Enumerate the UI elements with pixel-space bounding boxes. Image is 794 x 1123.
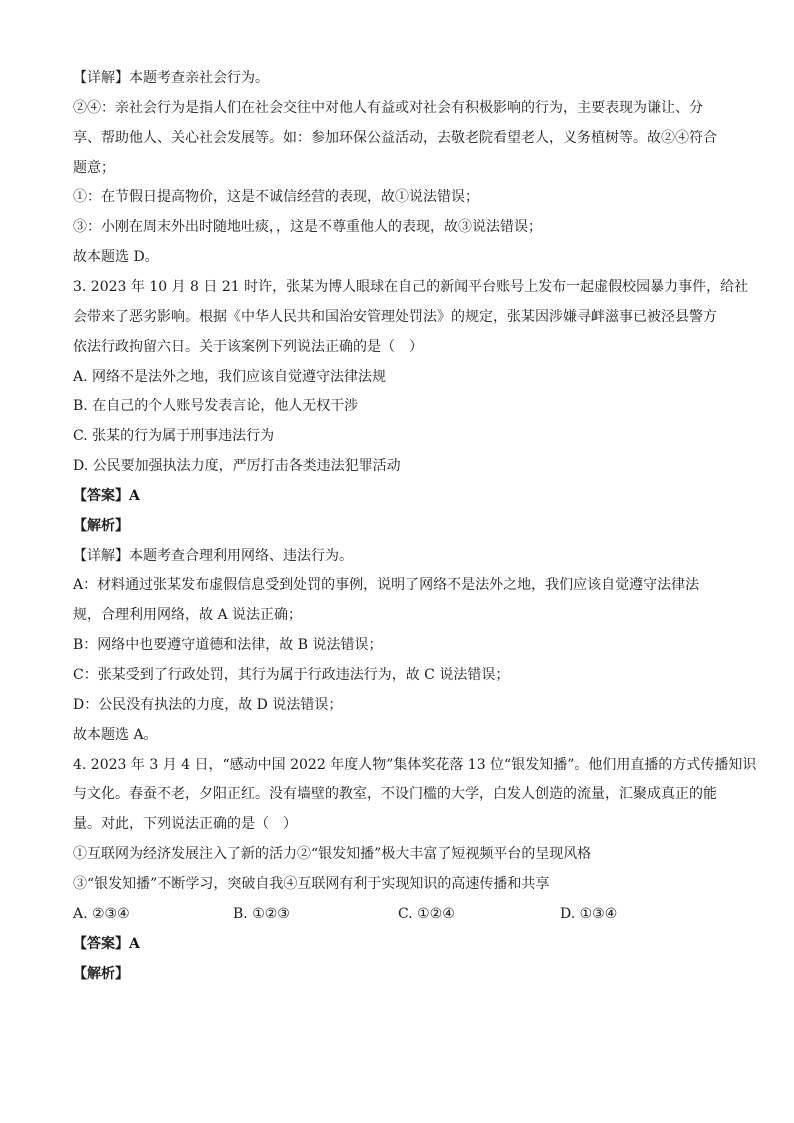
option-c: C. ①②④ (398, 906, 455, 922)
text-line: C. 张某的行为属于刑事违法行为 (73, 428, 275, 444)
text-line: 【答案】A (73, 936, 140, 952)
text-line: D：公民没有执法的力度，故 D 说法错误； (73, 697, 343, 713)
text-line: ①互联网为经济发展注入了新的活力②“银发知播”极大丰富了短视频平台的呈现风格 (73, 846, 592, 862)
text-line: ③：小刚在周末外出时随地吐痰，，这是不尊重他人的表现，故③说法错误； (73, 219, 542, 235)
text-line: ①：在节假日提高物价，这是不诚信经营的表现，故①说法错误； (73, 189, 479, 205)
answer-options-row (73, 904, 733, 924)
text-line: 会带来了恶劣影响。根据《中华人民共和国治安管理处罚法》的规定，张某因涉嫌寻衅滋事已被泾县警方 (73, 309, 717, 325)
text-line: B. 在自己的个人账号发表言论，他人无权干涉 (73, 398, 359, 414)
text-line: 【解析】 (73, 518, 129, 534)
text-line: 与文化。春蚕不老，夕阳正红。没有墙壁的教室，不设门槛的大学，白发人创造的流量，汇聚成真正的能 (73, 786, 717, 802)
text-line: 依法行政拘留六日。关于该案例下列说法正确的是（ ） (73, 339, 423, 355)
text-line: 【解析】 (73, 966, 129, 982)
text-line: C：张某受到了行政处罚，其行为属于行政违法行为，故 C 说法错误； (73, 667, 510, 683)
option-b: B. ①②③ (233, 906, 290, 922)
text-line: 量。对此，下列说法正确的是（ ） (73, 816, 297, 832)
text-line: 4. 2023 年 3 月 4 日，“感动中国 2022 年度人物”集体奖花落 13 位“银发知播”。他们用直播的方式传播知识 (73, 757, 757, 773)
text-line: 题意； (73, 160, 115, 176)
option-a: A. ②③④ (73, 906, 130, 922)
text-line: 享、帮助他人、关心社会发展等。如：参加环保公益活动，去敬老院看望老人，义务植树等。故②④符合 (73, 130, 717, 146)
text-line: 【详解】本题考查合理利用网络、违法行为。 (73, 548, 353, 564)
text-line: A：材料通过张某发布虚假信息受到处罚的事例，说明了网络不是法外之地，我们应该自觉遵守法律法 (73, 577, 700, 593)
option-d: D. ①③④ (560, 906, 618, 922)
text-line: ③“银发知播”不断学习，突破自我④互联网有利于实现知识的高速传播和共享 (73, 876, 550, 892)
text-line: D. 公民要加强执法力度，严厉打击各类违法犯罪活动 (73, 458, 401, 474)
text-line: 3. 2023 年 10 月 8 日 21 时许，张某为博人眼球在自己的新闻平台账号上发布一起虚假校园暴力事件，给社 (73, 279, 749, 295)
text-line: 故本题选 A。 (73, 727, 158, 743)
text-line: 规，合理利用网络，故 A 说法正确； (73, 607, 303, 623)
text-line: A. 网络不是法外之地，我们应该自觉遵守法律法规 (73, 369, 387, 385)
text-line: 【详解】本题考查亲社会行为。 (73, 70, 269, 86)
text-line: 故本题选 D。 (73, 249, 159, 265)
text-line: 【答案】A (73, 488, 140, 504)
text-line: ②④：亲社会行为是指人们在社会交往中对他人有益或对社会有积极影响的行为，主要表现为谦让、分 (73, 100, 703, 116)
text-line: B：网络中也要遵守道德和法律，故 B 说法错误； (73, 637, 383, 653)
